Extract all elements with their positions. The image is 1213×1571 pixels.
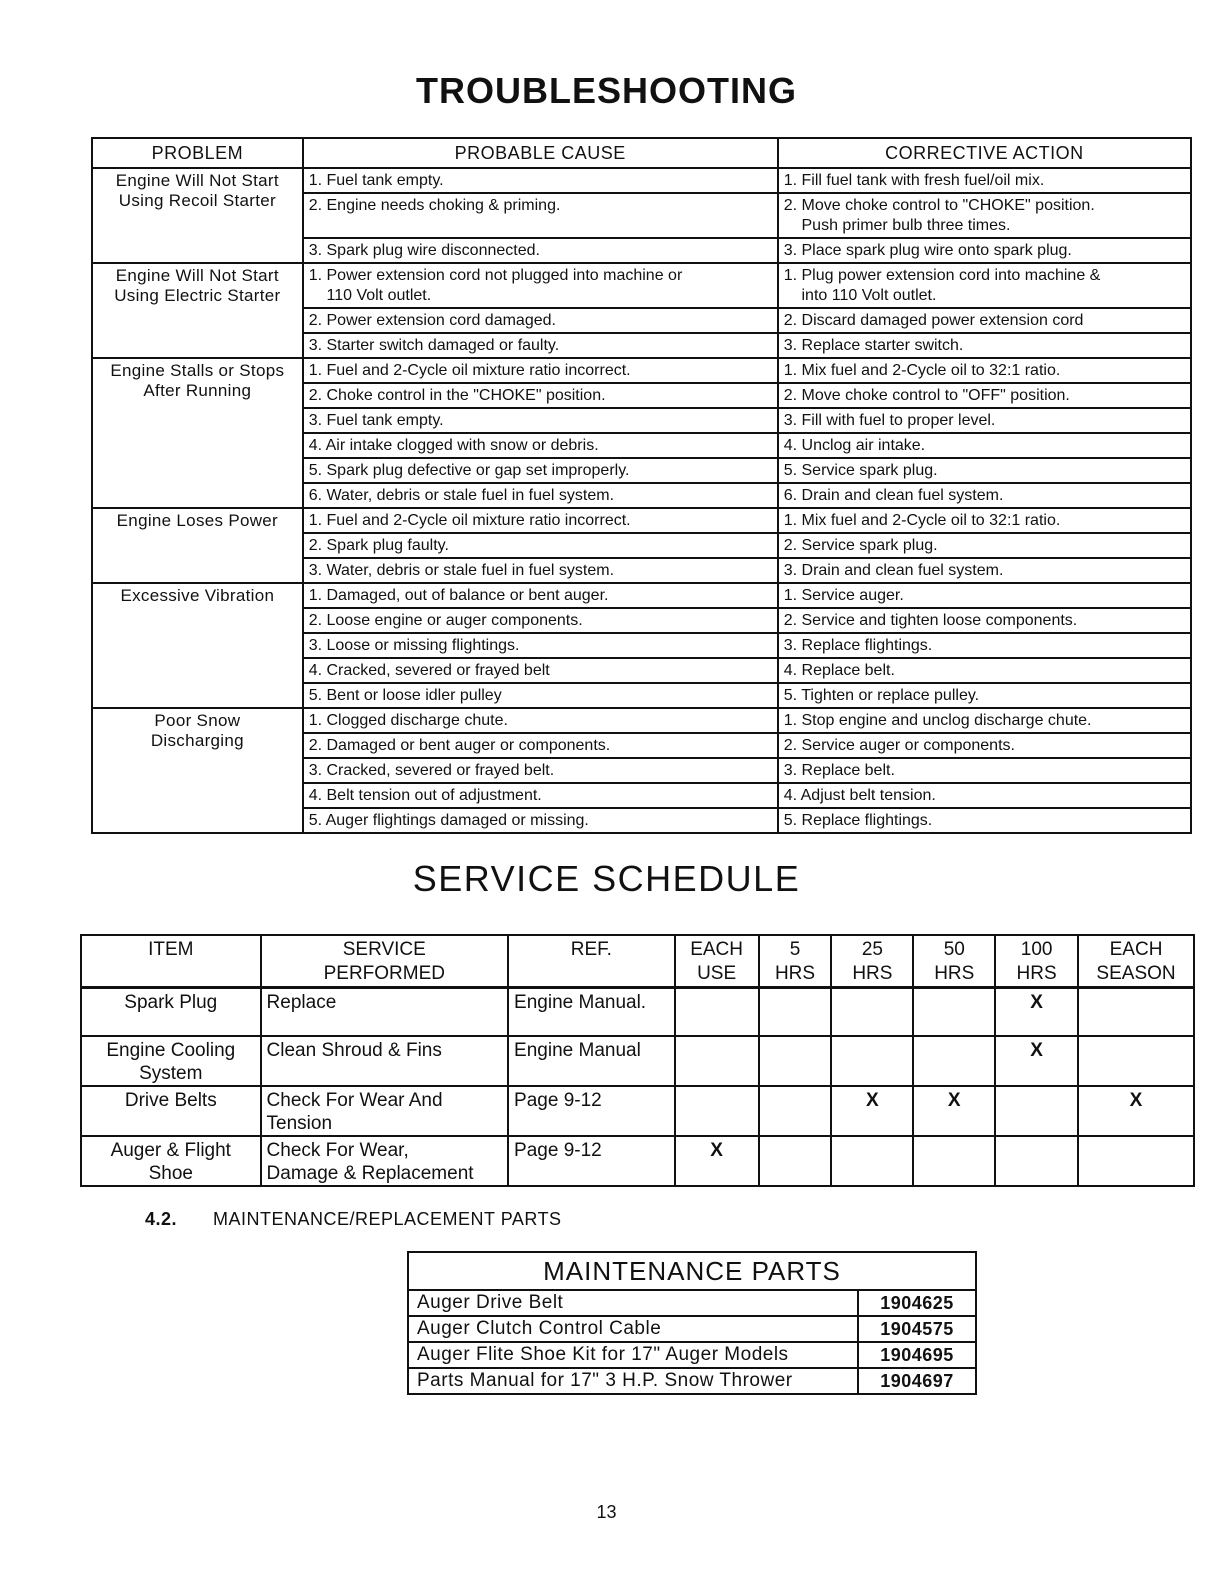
probable-cause-cell: 3. Loose or missing flightings. <box>303 633 778 658</box>
column-header-corrective-action: CORRECTIVE ACTION <box>778 138 1191 168</box>
table-row <box>81 1136 1194 1186</box>
column-header: 5 HRS <box>759 935 832 988</box>
probable-cause-cell: 4. Air intake clogged with snow or debris. <box>303 433 778 458</box>
probable-cause-cell: 5. Bent or loose idler pulley <box>303 683 778 708</box>
interval-cell <box>995 1136 1078 1186</box>
probable-cause-cell: 1. Clogged discharge chute. <box>303 708 778 733</box>
probable-cause-cell: 3. Water, debris or stale fuel in fuel system. <box>303 558 778 583</box>
table-row <box>92 583 1191 608</box>
interval-cell <box>759 1136 832 1186</box>
reference-cell: Engine Manual <box>508 1036 675 1086</box>
probable-cause-cell: 1. Fuel and 2-Cycle oil mixture ratio incorrect. <box>303 358 778 383</box>
table-row <box>408 1290 976 1316</box>
corrective-action-cell: 4. Adjust belt tension. <box>778 783 1191 808</box>
corrective-action-cell: 5. Service spark plug. <box>778 458 1191 483</box>
probable-cause-cell: 5. Auger flightings damaged or missing. <box>303 808 778 833</box>
column-header: REF. <box>508 935 675 988</box>
corrective-action-cell: 1. Stop engine and unclog discharge chute. <box>778 708 1191 733</box>
interval-cell <box>831 1136 913 1186</box>
interval-cell <box>759 1036 832 1086</box>
interval-cell: X <box>675 1136 759 1186</box>
service-performed-cell: Clean Shroud & Fins <box>261 1036 509 1086</box>
problem-cell: Engine Loses Power <box>92 508 303 583</box>
maintenance-parts-title: MAINTENANCE PARTS <box>408 1252 976 1290</box>
interval-cell <box>1078 1136 1194 1186</box>
table-row <box>408 1342 976 1368</box>
service-schedule-table <box>80 934 1195 1187</box>
interval-cell <box>759 1086 832 1136</box>
table-header-row <box>81 935 1194 988</box>
problem-cell: Engine Will Not Start Using Recoil Starter <box>92 168 303 263</box>
corrective-action-cell: 2. Service and tighten loose components. <box>778 608 1191 633</box>
column-header: SERVICE PERFORMED <box>261 935 509 988</box>
table-row <box>92 708 1191 733</box>
probable-cause-cell: 5. Spark plug defective or gap set improperly. <box>303 458 778 483</box>
column-header: 50 HRS <box>913 935 995 988</box>
corrective-action-cell: 2. Discard damaged power extension cord <box>778 308 1191 333</box>
corrective-action-cell: 3. Drain and clean fuel system. <box>778 558 1191 583</box>
column-header: ITEM <box>81 935 261 988</box>
reference-cell: Page 9-12 <box>508 1136 675 1186</box>
part-description-cell: Parts Manual for 17" 3 H.P. Snow Thrower <box>408 1368 858 1394</box>
probable-cause-cell: 1. Damaged, out of balance or bent auger. <box>303 583 778 608</box>
interval-cell <box>831 1036 913 1086</box>
probable-cause-cell: 3. Spark plug wire disconnected. <box>303 238 778 263</box>
corrective-action-cell: 3. Replace flightings. <box>778 633 1191 658</box>
corrective-action-cell: 1. Service auger. <box>778 583 1191 608</box>
part-number-cell: 1904625 <box>858 1290 976 1316</box>
item-cell: Engine Cooling System <box>81 1036 261 1086</box>
interval-cell <box>1078 988 1194 1037</box>
page-number: 13 <box>596 1502 617 1522</box>
item-cell: Drive Belts <box>81 1086 261 1136</box>
table-row <box>408 1368 976 1394</box>
probable-cause-cell: 2. Spark plug faulty. <box>303 533 778 558</box>
interval-cell: X <box>913 1086 995 1136</box>
corrective-action-cell: 2. Move choke control to "OFF" position. <box>778 383 1191 408</box>
corrective-action-cell: 6. Drain and clean fuel system. <box>778 483 1191 508</box>
probable-cause-cell: 1. Fuel tank empty. <box>303 168 778 193</box>
service-performed-cell: Check For Wear, Damage & Replacement <box>261 1136 509 1186</box>
corrective-action-cell: 5. Tighten or replace pulley. <box>778 683 1191 708</box>
corrective-action-cell: 1. Mix fuel and 2-Cycle oil to 32:1 ratio. <box>778 358 1191 383</box>
probable-cause-cell: 1. Fuel and 2-Cycle oil mixture ratio incorrect. <box>303 508 778 533</box>
column-header-problem: PROBLEM <box>92 138 303 168</box>
probable-cause-cell: 2. Loose engine or auger components. <box>303 608 778 633</box>
probable-cause-cell: 3. Fuel tank empty. <box>303 408 778 433</box>
probable-cause-cell: 4. Cracked, severed or frayed belt <box>303 658 778 683</box>
table-row <box>408 1316 976 1342</box>
interval-cell <box>1078 1036 1194 1086</box>
interval-cell <box>995 1086 1078 1136</box>
probable-cause-cell: 2. Damaged or bent auger or components. <box>303 733 778 758</box>
table-header-row <box>92 138 1191 168</box>
interval-cell <box>759 988 832 1037</box>
probable-cause-cell: 3. Cracked, severed or frayed belt. <box>303 758 778 783</box>
item-cell: Auger & Flight Shoe <box>81 1136 261 1186</box>
interval-cell <box>675 988 759 1037</box>
corrective-action-cell: 2. Service spark plug. <box>778 533 1191 558</box>
section-title: MAINTENANCE/REPLACEMENT PARTS <box>213 1209 562 1229</box>
corrective-action-cell: 3. Replace belt. <box>778 758 1191 783</box>
problem-cell: Poor Snow Discharging <box>92 708 303 833</box>
part-number-cell: 1904575 <box>858 1316 976 1342</box>
corrective-action-cell: 1. Fill fuel tank with fresh fuel/oil mix. <box>778 168 1191 193</box>
probable-cause-cell: 2. Power extension cord damaged. <box>303 308 778 333</box>
problem-cell: Engine Stalls or Stops After Running <box>92 358 303 508</box>
table-row <box>81 1036 1194 1086</box>
corrective-action-cell: 3. Replace starter switch. <box>778 333 1191 358</box>
corrective-action-cell: 4. Replace belt. <box>778 658 1191 683</box>
item-cell: Spark Plug <box>81 988 261 1037</box>
interval-cell <box>831 988 913 1037</box>
service-schedule-title: SERVICE SCHEDULE <box>412 858 801 899</box>
interval-cell <box>675 1086 759 1136</box>
corrective-action-cell: 3. Fill with fuel to proper level. <box>778 408 1191 433</box>
interval-cell <box>913 1036 995 1086</box>
service-schedule-body <box>81 988 1194 1187</box>
probable-cause-cell: 4. Belt tension out of adjustment. <box>303 783 778 808</box>
column-header: 25 HRS <box>831 935 913 988</box>
table-row <box>92 263 1191 308</box>
part-description-cell: Auger Flite Shoe Kit for 17" Auger Models <box>408 1342 858 1368</box>
section-number: 4.2. <box>145 1209 178 1229</box>
probable-cause-cell: 3. Starter switch damaged or faulty. <box>303 333 778 358</box>
table-row <box>92 168 1191 193</box>
column-header: EACH SEASON <box>1078 935 1194 988</box>
corrective-action-cell: 3. Place spark plug wire onto spark plug. <box>778 238 1191 263</box>
part-description-cell: Auger Drive Belt <box>408 1290 858 1316</box>
column-header: 100 HRS <box>995 935 1078 988</box>
part-description-cell: Auger Clutch Control Cable <box>408 1316 858 1342</box>
column-header: EACH USE <box>675 935 759 988</box>
maintenance-section-heading <box>145 1209 562 1230</box>
probable-cause-cell: 2. Choke control in the "CHOKE" position. <box>303 383 778 408</box>
interval-cell: X <box>1078 1086 1194 1136</box>
corrective-action-cell: 4. Unclog air intake. <box>778 433 1191 458</box>
probable-cause-cell: 2. Engine needs choking & priming. <box>303 193 778 238</box>
probable-cause-cell: 1. Power extension cord not plugged into machine or 110 Volt outlet. <box>303 263 778 308</box>
troubleshooting-body <box>92 168 1191 833</box>
maintenance-parts-table <box>407 1251 977 1395</box>
maintenance-parts-body <box>408 1290 976 1394</box>
service-performed-cell: Replace <box>261 988 509 1037</box>
interval-cell <box>913 1136 995 1186</box>
table-row <box>92 508 1191 533</box>
corrective-action-cell: 1. Mix fuel and 2-Cycle oil to 32:1 ratio. <box>778 508 1191 533</box>
part-number-cell: 1904697 <box>858 1368 976 1394</box>
problem-cell: Excessive Vibration <box>92 583 303 708</box>
problem-cell: Engine Will Not Start Using Electric Starter <box>92 263 303 358</box>
corrective-action-cell: 2. Move choke control to "CHOKE" position. Push primer bulb three times. <box>778 193 1191 238</box>
troubleshooting-title: TROUBLESHOOTING <box>416 70 797 111</box>
reference-cell: Engine Manual. <box>508 988 675 1037</box>
interval-cell <box>675 1036 759 1086</box>
table-row <box>92 358 1191 383</box>
corrective-action-cell: 1. Plug power extension cord into machine & into 110 Volt outlet. <box>778 263 1191 308</box>
interval-cell: X <box>995 988 1078 1037</box>
table-row <box>81 1086 1194 1136</box>
table-row <box>81 988 1194 1037</box>
corrective-action-cell: 5. Replace flightings. <box>778 808 1191 833</box>
table-header-row <box>408 1252 976 1290</box>
interval-cell: X <box>995 1036 1078 1086</box>
interval-cell: X <box>831 1086 913 1136</box>
column-header-probable-cause: PROBABLE CAUSE <box>303 138 778 168</box>
interval-cell <box>913 988 995 1037</box>
probable-cause-cell: 6. Water, debris or stale fuel in fuel system. <box>303 483 778 508</box>
part-number-cell: 1904695 <box>858 1342 976 1368</box>
troubleshooting-table <box>91 137 1192 834</box>
corrective-action-cell: 2. Service auger or components. <box>778 733 1191 758</box>
reference-cell: Page 9-12 <box>508 1086 675 1136</box>
service-performed-cell: Check For Wear And Tension <box>261 1086 509 1136</box>
